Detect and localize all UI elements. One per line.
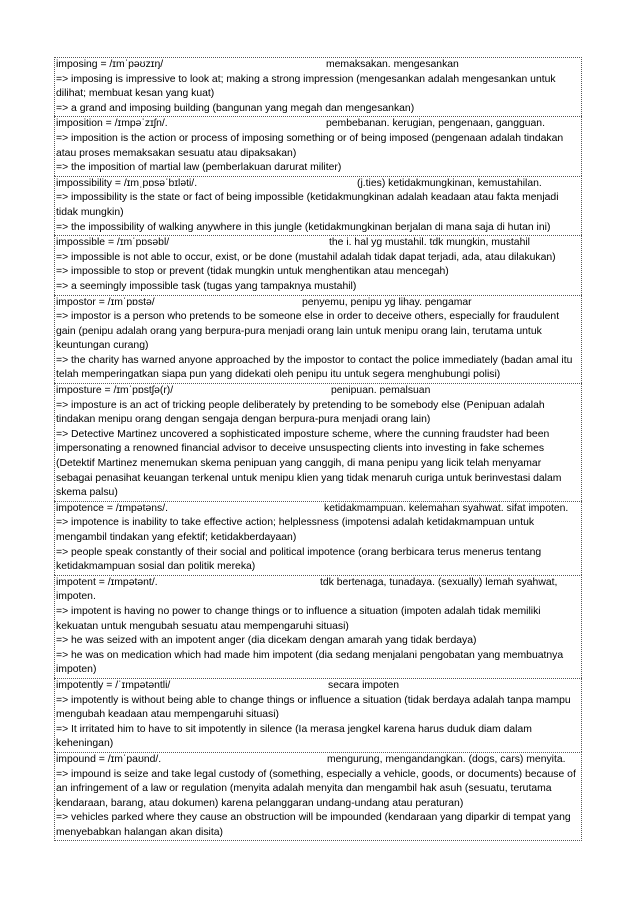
- entry-line: => impotence is inability to take effective action; helplessness (impotensi adalah ketidakmampuan untuk mengambil tindakan yang efektif; ketidakberdayaan): [56, 517, 535, 543]
- entry-meaning: ketidakmampuan. kelemahan syahwat. sifat impoten.: [324, 502, 569, 514]
- entry-line: => the imposition of martial law (pemberlakuan darurat militer): [56, 162, 342, 174]
- entry-term: impotently = /ˈɪmpətəntli/: [56, 679, 171, 691]
- entry-line: => imposition is the action or process of imposing something or of being imposed (pengenaan adalah tindakan atau proses memaksakan sesuatu atau dipaksakan): [56, 132, 564, 159]
- entry-line: => imposing is impressive to look at; making a strong impression (mengesankan adalah mengesankan untuk dilihat; membuat kesan yang kuat): [56, 73, 556, 100]
- entry-line: => a grand and imposing building (bangunan yang megah dan mengesankan): [56, 102, 415, 114]
- dictionary-page: [54, 57, 582, 841]
- entry-line: => impossibility is the state or fact of being impossible (ketidakmungkinan adalah keadaan atau fakta menjadi tidak mungkin): [56, 192, 559, 218]
- entry-headline: [56, 679, 580, 694]
- entry-line: => impotent is having no power to change things or to influence a situation (impoten adalah tidak memiliki kekuatan untuk mengubah sesuatu atau mempengaruhi situasi): [56, 605, 541, 632]
- entry-impossible: [54, 235, 582, 294]
- entry-headline: [56, 58, 580, 73]
- entry-headline: [56, 296, 580, 311]
- entry-line: impoten.: [56, 591, 96, 603]
- entry-headline: [56, 753, 580, 768]
- entry-line: => people speak constantly of their social and political impotence (orang berbicara terus menerus tentang ketidakmampuan sosial dan politik mereka): [56, 546, 542, 573]
- entry-term: impossibility = /ɪmˌpɒsəˈbɪləti/.: [56, 177, 198, 189]
- entry-line: => vehicles parked where they cause an obstruction will be impounded (kendaraan yang diparkir di tempat yang menyebabkan halangan akan disita): [56, 812, 571, 838]
- entry-meaning: memaksakan. mengesankan: [326, 59, 459, 70]
- entry-headline: [56, 384, 580, 399]
- entry-headline: [56, 177, 580, 192]
- entry-meaning: tdk bertenaga, tunadaya. (sexually) lemah syahwat,: [320, 576, 558, 588]
- entry-impotently: [54, 678, 582, 752]
- entry-term: impound = /ɪmˈpaʊnd/.: [56, 753, 162, 765]
- entry-line: => impossible to stop or prevent (tidak mungkin untuk menghentikan atau mencegah): [56, 266, 449, 278]
- entry-impossibility: [54, 176, 582, 235]
- entry-line: => impotently is without being able to change things or influence a situation (tidak berdaya adalah tanpa mampu mengubah keadaan atau mempengaruhi situasi): [56, 694, 571, 721]
- entry-line: => the impossibility of walking anywhere in this jungle (ketidakmungkinan berjalan di mana saja di hutan ini): [56, 221, 551, 233]
- entry-term: impossible = /ɪmˈpɒsəbl/: [56, 237, 170, 249]
- entry-line: => the charity has warned anyone approached by the impostor to contact the police immediately (badan amal itu telah memperingatkan siapa pun yang didekati oleh penipu itu untuk segera menghubungi polisi): [56, 354, 573, 381]
- entry-meaning: pembebanan. kerugian, pengenaan, gangguan.: [326, 118, 545, 130]
- entry-imposture: [54, 383, 582, 501]
- entry-impound: [54, 752, 582, 842]
- entry-headline: [56, 236, 580, 251]
- entry-line: => impossible is not able to occur, exist, or be done (mustahil adalah tidak dapat terjadi, ada, atau dilakukan): [56, 251, 556, 263]
- entry-term: imposing = /ɪmˈpəʊzɪŋ/: [56, 59, 164, 70]
- entry-term: impostor = /ɪmˈpɒstə/: [56, 296, 155, 308]
- entry-line: => imposture is an act of tricking people deliberately by pretending to be somebody else (Penipuan adalah tindakan menipu orang dengan sengaja dengan berpura-pura menjadi orang lain): [56, 399, 545, 426]
- entry-term: imposture = /ɪmˈpɒstʃə(r)/: [56, 385, 174, 397]
- entry-meaning: secara impoten: [328, 679, 400, 691]
- entry-line: => a seemingly impossible task (tugas yang tampaknya mustahil): [56, 280, 357, 292]
- entry-term: impotence = /ɪmpətəns/.: [56, 502, 168, 514]
- entry-impotent: [54, 575, 582, 678]
- entry-impotence: [54, 501, 582, 575]
- entry-meaning: penyemu, penipu yg lihay. pengamar: [302, 296, 472, 308]
- entry-imposing: [54, 57, 582, 116]
- entry-meaning: penipuan. pemalsuan: [331, 385, 431, 397]
- entry-term: imposition = /ɪmpəˈzɪʃn/.: [56, 118, 168, 130]
- entry-imposition: [54, 116, 582, 175]
- entry-line: => impound is seize and take legal custody of (something, especially a vehicle, goods, or documents) because of an infringement of a law or regulation (menyita adalah menyita dan mengambil hak asuh (sesuatu, terutama kendaraan, barang, atau dokumen) karena pelanggaran undang-undang atau peraturan): [56, 768, 576, 809]
- entry-headline: [56, 502, 580, 517]
- entry-meaning: mengurung, mengandangkan. (dogs, cars) menyita.: [327, 753, 566, 765]
- entry-headline: [56, 117, 580, 132]
- entry-meaning: the i. hal yg mustahil. tdk mungkin, mustahil: [329, 237, 530, 249]
- entry-line: => impostor is a person who pretends to be someone else in order to deceive others, especially for fraudulent gain (penipu adalah orang yang berpura-pura menjadi orang lain untuk menipu orang lain, terutama untuk keuntungan curang): [56, 311, 560, 352]
- entry-impostor: [54, 295, 582, 384]
- entry-line: => he was seized with an impotent anger (dia dicekam dengan amarah yang tidak berdaya): [56, 635, 477, 647]
- entry-line: => he was on medication which had made him impotent (dia sedang menjalani pengobatan yang membuatnya impoten): [56, 649, 564, 676]
- entry-term: impotent = /ɪmpətənt/.: [56, 576, 158, 588]
- entry-meaning: (j.ties) ketidakmungkinan, kemustahilan.: [357, 177, 542, 189]
- entry-line: => Detective Martinez uncovered a sophisticated imposture scheme, where the cunning fraudster had been impersonating a renowned financial advisor to deceive unsuspecting clients into investing in fake schemes (Detektif Martinez menemukan skema penipuan yang canggih, di mana penipu yang licik telah menyamar sebagai penasihat keuangan terkenal untuk menipu klien yang tidak menaruh curiga untuk berinvestasi dalam skema palsu): [56, 428, 562, 499]
- entry-headline: [56, 576, 580, 591]
- entry-line: => It irritated him to have to sit impotently in silence (Ia merasa jengkel karena harus duduk diam dalam keheningan): [56, 723, 532, 750]
